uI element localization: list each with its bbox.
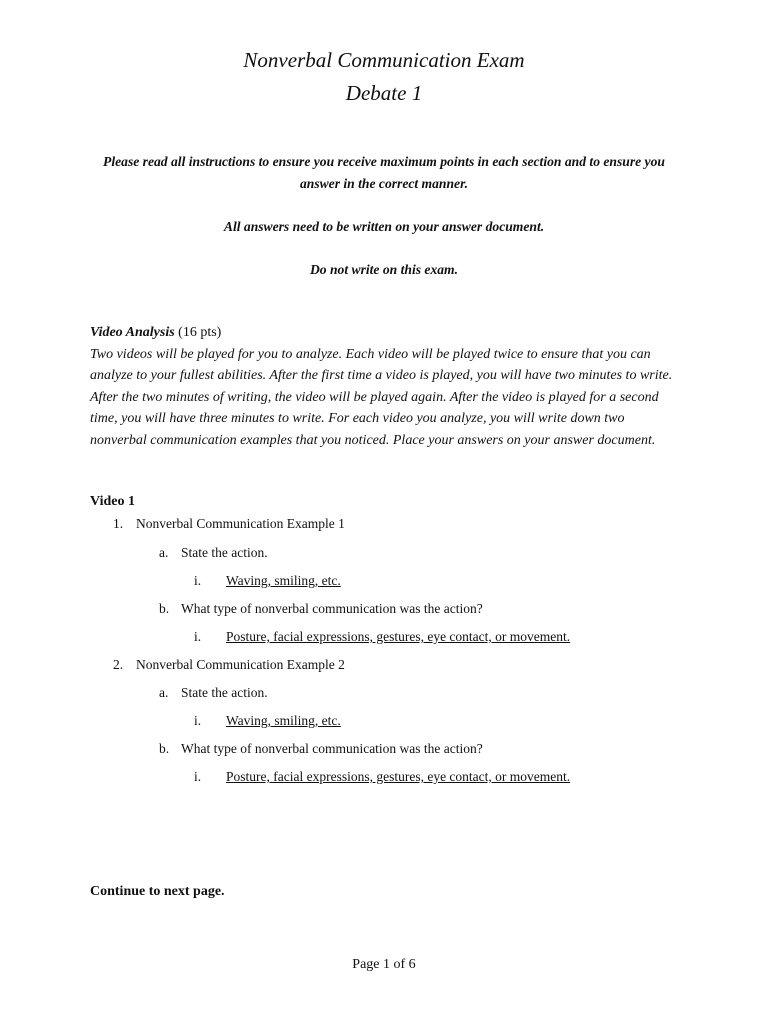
video-analysis-section	[90, 322, 680, 451]
sub-text: What type of nonverbal communication was the action?	[181, 601, 483, 616]
list-answer-1b	[194, 629, 570, 645]
list-subitem-2b	[159, 741, 483, 757]
list-answer-2b	[194, 769, 570, 785]
sub-letter: a.	[159, 545, 169, 560]
sub-letter: b.	[159, 601, 170, 616]
roman-numeral: i.	[194, 769, 202, 784]
list-subitem-1a	[159, 545, 268, 561]
list-answer-2a	[194, 713, 341, 729]
list-answer-1a	[194, 573, 341, 589]
example-answer: Posture, facial expressions, gestures, eye contact, or movement.	[226, 629, 571, 644]
sub-text: What type of nonverbal communication was the action?	[181, 741, 483, 756]
list-item-label: Nonverbal Communication Example 1	[136, 516, 345, 531]
instruction-do-not-write: Do not write on this exam.	[309, 262, 459, 277]
roman-numeral: i.	[194, 573, 202, 588]
list-item-2	[113, 657, 345, 673]
sub-text: State the action.	[181, 685, 268, 700]
example-answer: Posture, facial expressions, gestures, eye contact, or movement.	[226, 769, 571, 784]
example-answer: Waving, smiling, etc.	[226, 713, 341, 728]
list-item-1	[113, 516, 345, 532]
example-answer: Waving, smiling, etc.	[226, 573, 341, 588]
list-subitem-2a	[159, 685, 268, 701]
list-item-label: Nonverbal Communication Example 2	[136, 657, 345, 672]
section-heading: Video Analysis	[90, 325, 175, 340]
list-number: 1.	[113, 516, 124, 531]
list-number: 2.	[113, 657, 124, 672]
instruction-answer-document: All answers need to be written on your answer document.	[223, 219, 545, 234]
continue-note: Continue to next page.	[90, 884, 225, 899]
document-subtitle: Debate 1	[345, 81, 423, 105]
sub-text: State the action.	[181, 545, 268, 560]
section-description: Two videos will be played for you to analyze. Each video will be played twice to ensure that you can analyze to your fullest abilities. After the first time a video is played, you will have two minutes to write. After the two minutes of writing, the video will be played again. After the video is played for a second time, you will have three minutes to write. For each video you analyze, you will write down two nonverbal communication examples that you noticed. Place your answers on your answer document.	[90, 346, 673, 448]
section-points: (16 pts)	[174, 325, 222, 340]
section-heading-line	[90, 322, 680, 344]
page-number: Page 1 of 6	[352, 957, 416, 972]
sub-letter: b.	[159, 741, 170, 756]
video-1-heading: Video 1	[90, 494, 135, 509]
document-title: Nonverbal Communication Exam	[243, 48, 525, 72]
instruction-read-all: Please read all instructions to ensure you receive maximum points in each section and to ensure you answer in the correct manner.	[103, 154, 665, 191]
roman-numeral: i.	[194, 629, 202, 644]
roman-numeral: i.	[194, 713, 202, 728]
sub-letter: a.	[159, 685, 169, 700]
list-subitem-1b	[159, 601, 483, 617]
